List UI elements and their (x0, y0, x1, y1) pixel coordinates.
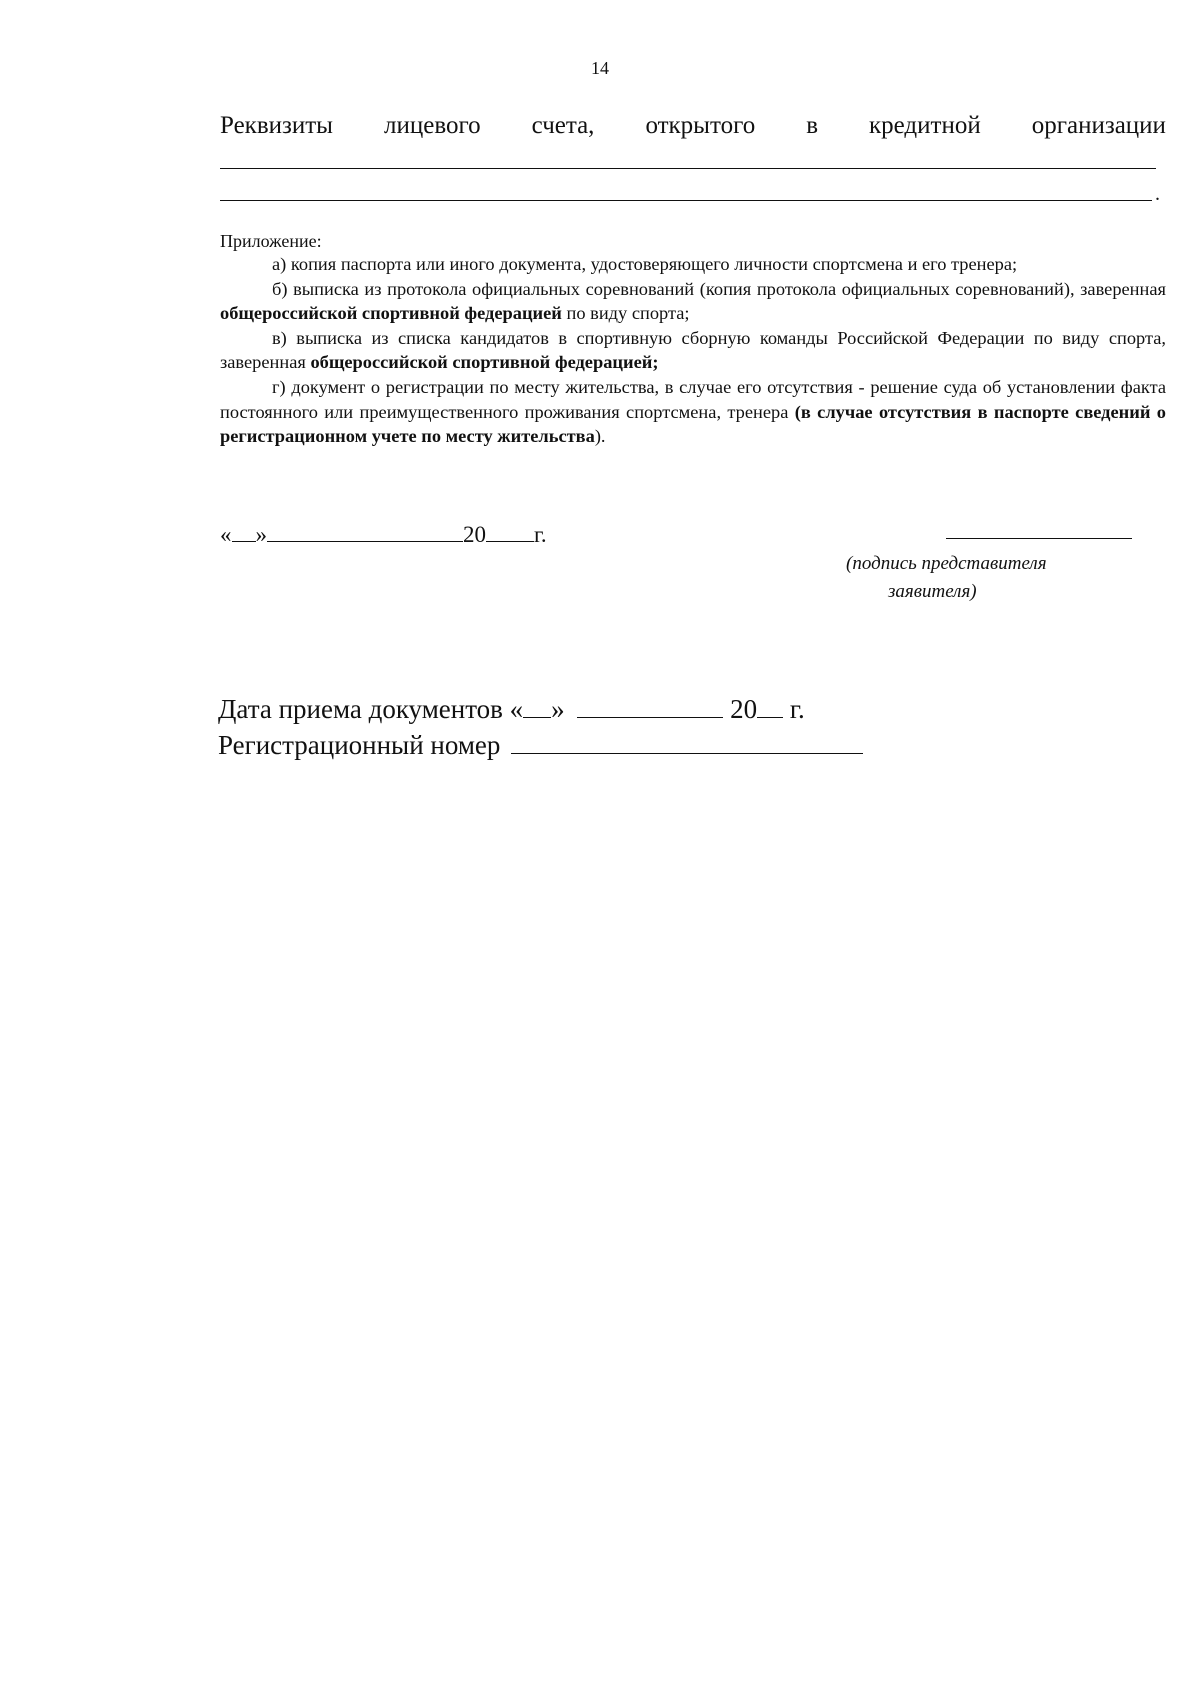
registration-number-field: Регистрационный номер (218, 730, 863, 761)
heading-word: счета, (531, 112, 595, 139)
appendix-item-b: б) выписка из протокола официальных соревнований (копия протокола официальных соревнований), заверенная общероссийской спортивной федерацией по виду спорта; (220, 278, 1166, 324)
appendix-list (220, 252, 1166, 449)
receipt-year-blank (757, 695, 783, 718)
signature-line (946, 538, 1132, 539)
appendix-item-d: г) документ о регистрации по месту жительства, в случае его отсутствия - решение суда об установлении факта постоянного или преимущественного проживания спортсмена, тренера (в случае отсутствия в паспорте сведений о регистрационном учете по месту жительства). (220, 376, 1166, 447)
signature-caption: (подпись представителя заявителя) (846, 553, 1047, 602)
document-receipt-date: Дата приема документов « » 20 г. (218, 694, 805, 724)
heading-word: открытого (645, 112, 756, 139)
appendix-item-c: в) выписка из списка кандидатов в спортивную сборную команды Российской Федерации по виду спорта, заверенная общероссийской спортивной федерацией; (220, 327, 1166, 373)
heading-word: в (806, 112, 819, 139)
appendix-label: Приложение: (220, 231, 322, 251)
heading-word: Реквизиты (220, 112, 333, 139)
application-date-field: « » 20 г. (220, 522, 547, 547)
fill-line-period: . (1155, 183, 1160, 205)
day-blank (232, 521, 256, 542)
account-details-heading (220, 112, 1166, 140)
account-details-fill-line-2 (220, 200, 1152, 201)
heading-word: кредитной (869, 112, 981, 139)
heading-word: организации (1031, 112, 1166, 139)
registration-number-blank (511, 731, 863, 754)
receipt-day-blank (523, 695, 551, 718)
page-number: 14 (591, 58, 609, 78)
month-blank (267, 521, 463, 542)
heading-word: лицевого (383, 112, 481, 139)
appendix-item-a: а) копия паспорта или иного документа, удостоверяющего личности спортсмена и его тренера; (272, 254, 1018, 274)
year-blank (486, 521, 534, 542)
receipt-month-blank (577, 695, 723, 718)
account-details-fill-line-1 (220, 168, 1156, 169)
